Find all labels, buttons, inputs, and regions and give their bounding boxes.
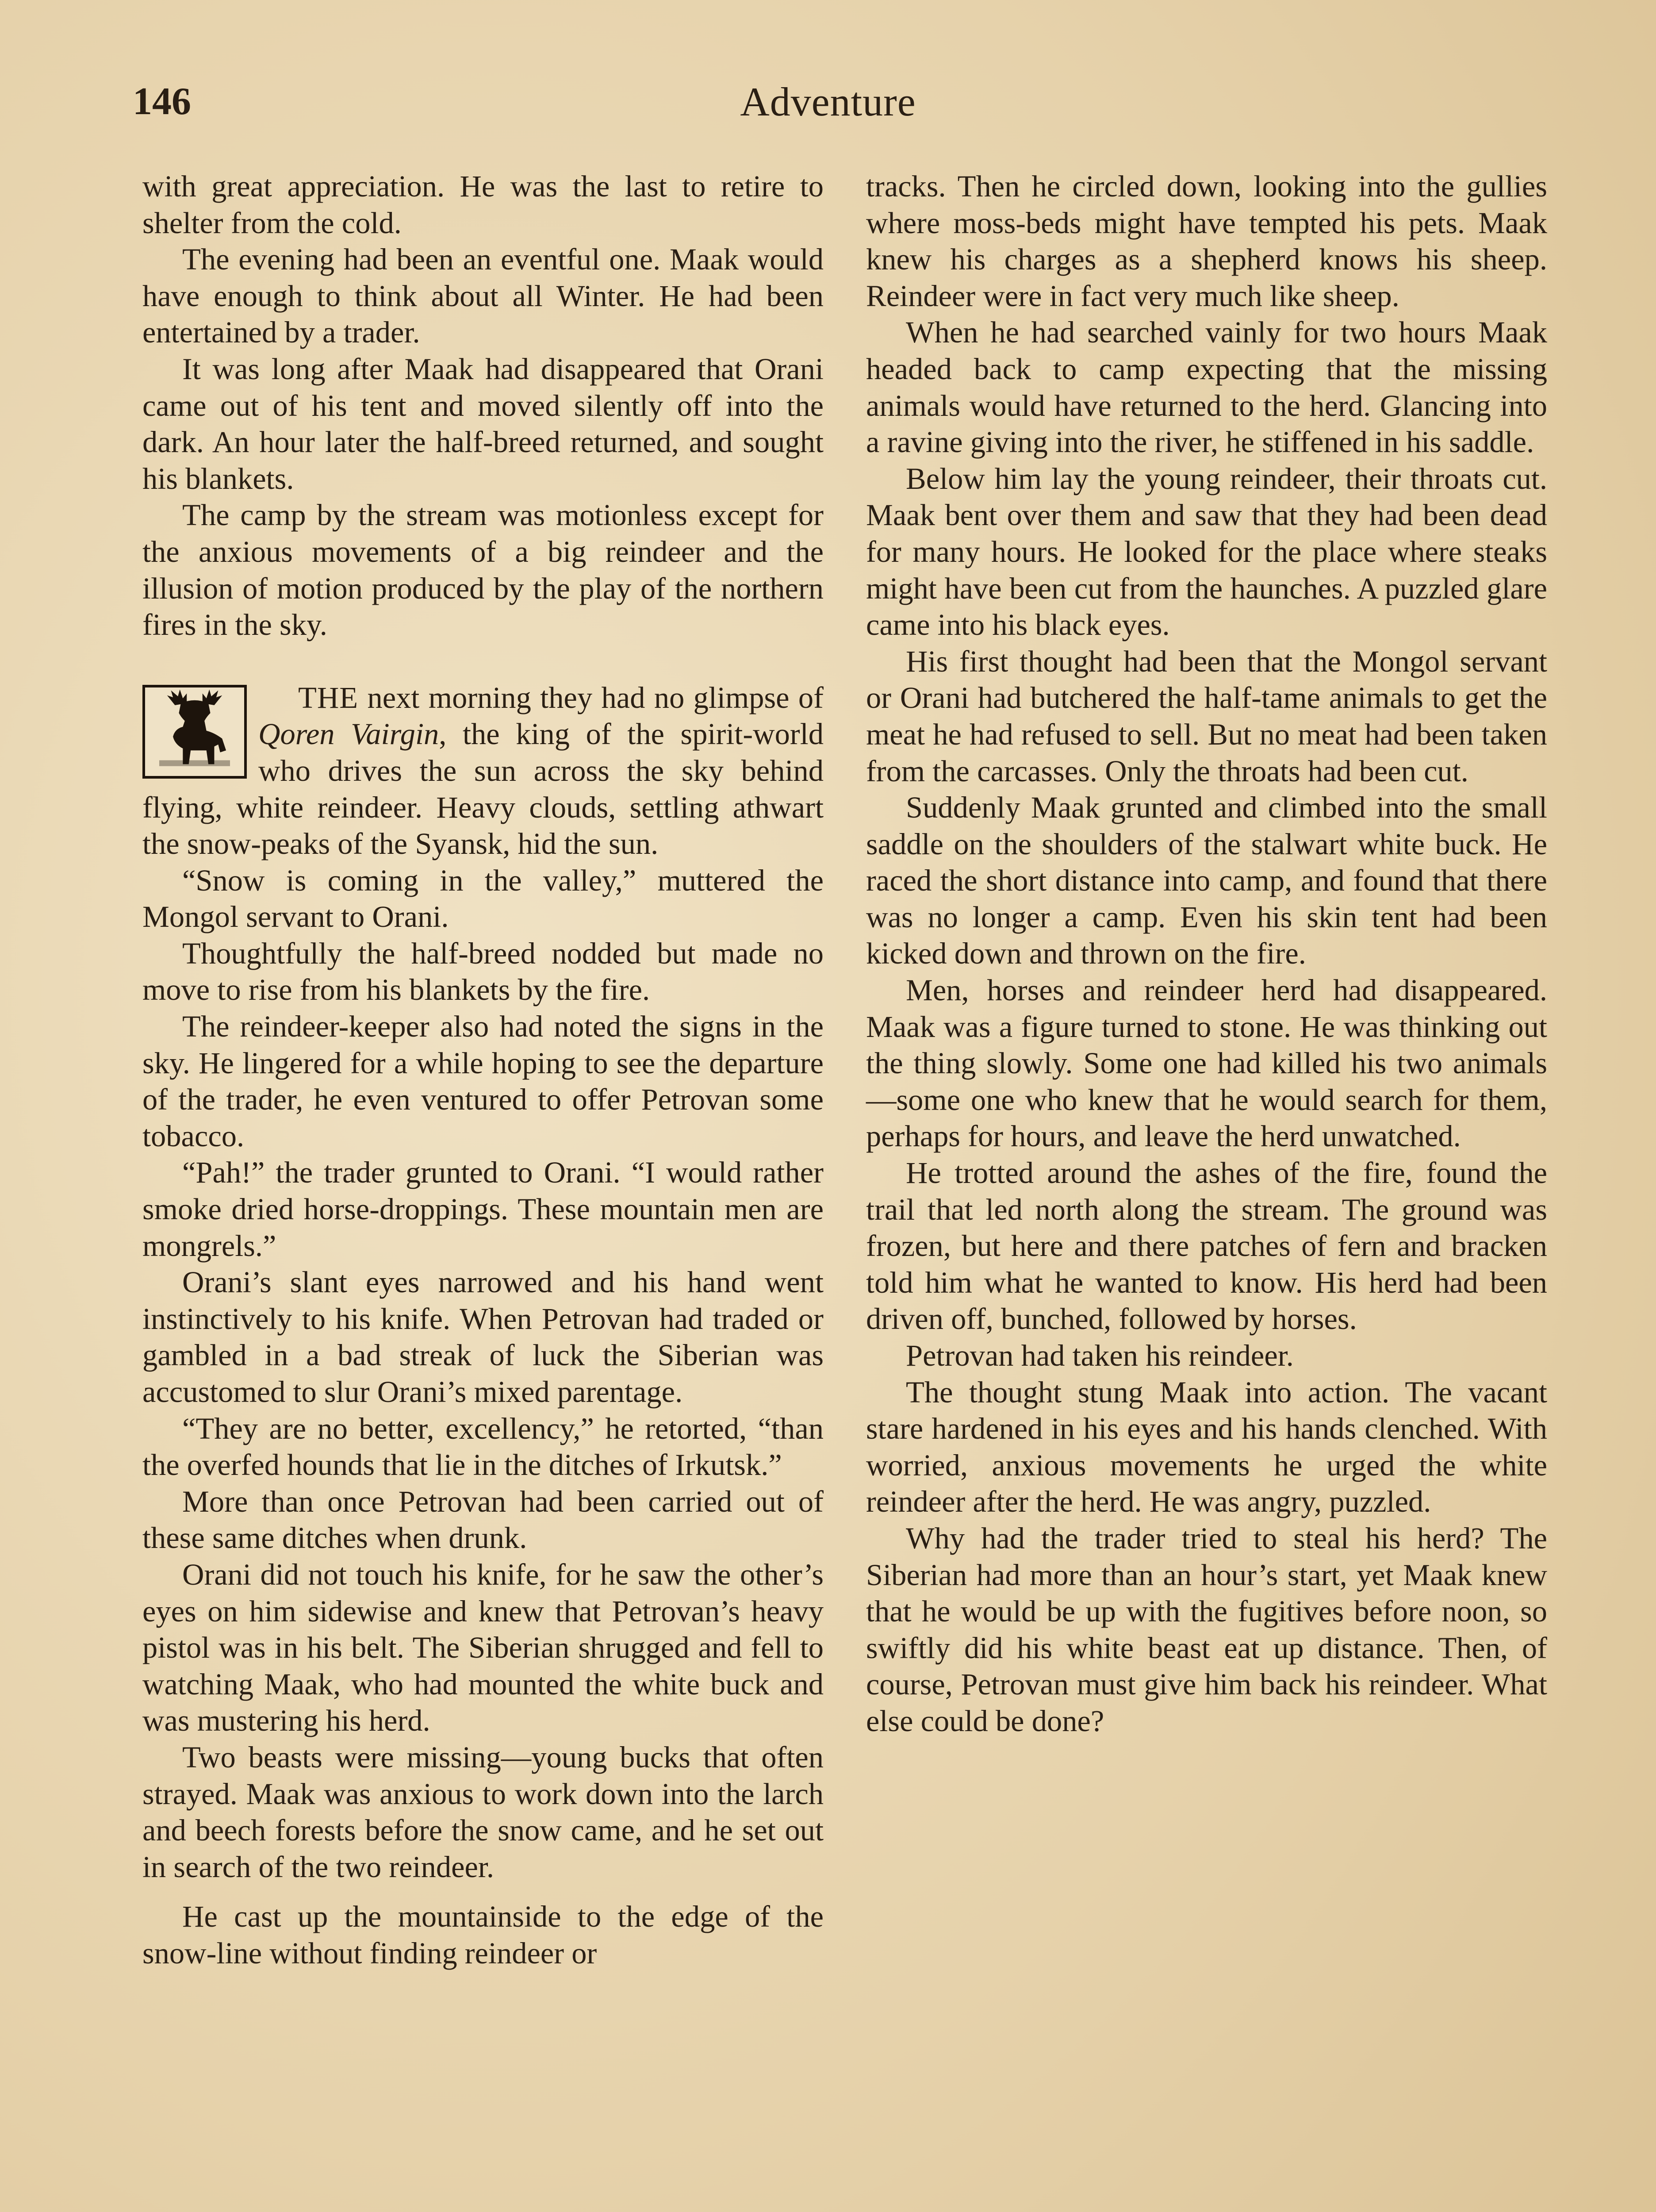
paragraph: tracks. Then he circled down, looking into the gullies where moss-beds might have tempted his pets. Maak knew his charges as a shepherd knows his sheep. Reindeer were in fact very much like sheep. xyxy=(866,169,1547,313)
paragraph: “Snow is coming in the valley,” muttered the Mongol servant to Orani. xyxy=(142,863,824,934)
paragraph: The camp by the stream was motionless except for the anxious movements of a big reindeer and the illusion of motion produced by the play of the northern fires in the sky. xyxy=(142,498,824,642)
paragraph: Suddenly Maak grunted and climbed into the small saddle on the shoulders of the stalwart white buck. He raced the short distance into camp, and found that there was no longer a camp. Even his skin tent had been kicked down and thrown on the fire. xyxy=(866,791,1547,971)
paragraph: with great appreciation. He was the last to retire to shelter from the cold. xyxy=(142,169,824,240)
paragraph: The evening had been an eventful one. Maak would have enough to think about all Winter. He had been entertained by a trader. xyxy=(142,242,824,349)
paragraph: Below him lay the young reindeer, their throats cut. Maak bent over them and saw that they had been dead for many hours. He looked for the place where steaks might have been cut from the haunches. A puzzled glare came into his black eyes. xyxy=(866,461,1547,642)
paragraph: Orani’s slant eyes narrowed and his hand went instinctively to his knife. When Petrovan had traded or gambled in a bad streak of luck the Siberian was accustomed to slur Orani’s mixed parentage. xyxy=(142,1265,824,1409)
paragraph: The thought stung Maak into action. The vacant stare hardened in his eyes and his hands clenched. With worried, anxious movements he urged the white reindeer after the herd. He was angry, puzzled. xyxy=(866,1375,1547,1519)
paragraph: His first thought had been that the Mongol servant or Orani had butchered the half-tame animals to get the meat he had refused to sell. But no meat had been taken from the carcasses. Only the throats had been cut. xyxy=(866,644,1547,788)
moose-silhouette-icon xyxy=(142,685,247,779)
page-header xyxy=(0,77,1656,126)
paragraph: “They are no better, excellency,” he retorted, “than the overfed hounds that lie in the ditches of Irkutsk.” xyxy=(142,1411,824,1482)
paragraph: Two beasts were missing—young bucks that often strayed. Maak was anxious to work down into the larch and beech forests before the snow came, and he set out in search of the two reindeer. xyxy=(142,1740,824,1884)
section-break xyxy=(142,643,824,680)
paragraph: When he had searched vainly for two hours Maak headed back to camp expecting that the missing animals would have returned to the herd. Glancing into a ravine giving into the river, he stiffened in his saddle. xyxy=(866,315,1547,459)
paragraph: It was long after Maak had disappeared that Orani came out of his tent and moved silently off into the dark. An hour later the half-breed returned, and sought his blankets. xyxy=(142,352,824,495)
paragraph: Orani did not touch his knife, for he saw the other’s eyes on him sidewise and knew that Petrovan’s heavy pistol was in his belt. The Siberian shrugged and fell to watching Maak, who had mounted the white buck and was mustering his herd. xyxy=(142,1557,824,1738)
paragraph: Why had the trader tried to steal his herd? The Siberian had more than an hour’s start, yet Maak knew that he would be up with the fugitives before noon, so swiftly did his white beast eat up distance. Then, of course, Petrovan must give him back his reindeer. What else could be done? xyxy=(866,1521,1547,1738)
paragraph: He cast up the mountainside to the edge of the snow-line without finding reindeer or xyxy=(142,1900,824,1970)
paragraph: More than once Petrovan had been carried out of these same ditches when drunk. xyxy=(142,1484,824,1555)
lead-caps: THE xyxy=(298,680,359,714)
lead-text: next morning they had no glimpse of xyxy=(358,680,824,714)
lead-text-cont: , the king of the spirit-world who drives the sun across the sky behind flying, white reindeer. Heavy clouds, settling athwart the snow-peaks of the Syansk, hid the sun. xyxy=(142,717,824,861)
running-title: Adventure xyxy=(740,79,916,124)
italic-name: Qoren Vairgin xyxy=(258,717,439,751)
right-column xyxy=(866,168,1547,2212)
paragraph-gap xyxy=(142,1885,824,1898)
article-body xyxy=(142,168,1547,2212)
paragraph: The reindeer-keeper also had noted the signs in the sky. He lingered for a while hoping to see the departure of the trader, he even ventured to offer Petrovan some tobacco. xyxy=(142,1010,824,1153)
paragraph: Thoughtfully the half-breed nodded but made no move to rise from his blankets by the fire. xyxy=(142,936,824,1007)
paragraph: He trotted around the ashes of the fire, found the trail that led north along the stream. The ground was frozen, but here and there patches of fern and bracken told him what he wanted to know. His herd had been driven off, bunched, followed by horses. xyxy=(866,1156,1547,1336)
left-column xyxy=(142,168,824,2212)
paragraph: Men, horses and reindeer herd had disappeared. Maak was a figure turned to stone. He was thinking out the thing slowly. Some one had killed his two animals—some one who knew that he would search for them, perhaps for hours, and leave the herd unwatched. xyxy=(866,973,1547,1153)
paragraph: “Pah!” the trader grunted to Orani. “I would rather smoke dried horse-droppings. These mountain men are mongrels.” xyxy=(142,1156,824,1263)
paragraph: Petrovan had taken his reindeer. xyxy=(906,1339,1294,1372)
page-number: 146 xyxy=(133,80,191,123)
